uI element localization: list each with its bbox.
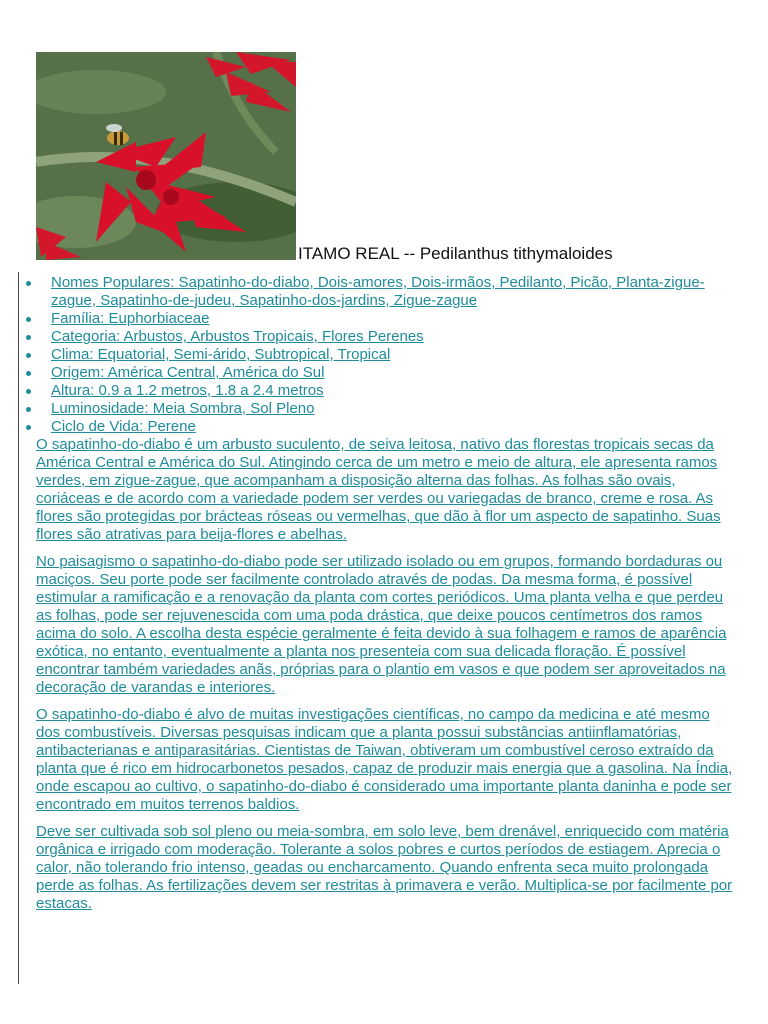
fact-lifecycle-link[interactable]: Ciclo de Vida: Perene (51, 418, 196, 435)
fact-popular-names-link[interactable]: Nomes Populares: Sapatinho-do-diabo, Dois-amores, Dois-irmãos, Pedilanto, Picão, Planta-zigue-zague, Sapatinho-de-judeu, Sapatinho-dos-jardins, Zigue-zague (51, 274, 705, 309)
bullet-icon (26, 353, 31, 358)
bullet-icon (26, 317, 31, 322)
fact-height-link[interactable]: Altura: 0.9 a 1.2 metros, 1.8 a 2.4 metros (51, 382, 324, 399)
article-body (36, 436, 736, 922)
paragraph-cultivation (36, 823, 736, 913)
plant-photo (36, 52, 296, 260)
fact-category-link[interactable]: Categoria: Arbustos, Arbustos Tropicais, Flores Perenes (51, 328, 424, 345)
paragraph-landscaping (36, 553, 736, 697)
paragraph-link[interactable]: Deve ser cultivada sob sol pleno ou meia-sombra, em solo leve, bem drenável, enriquecido com matéria orgânica e irrigado com moderação. Tolerante a solos pobres e curtos períodos de estiagem. Aprecia o calor, não tolerando frio intenso, geadas ou encharcamento. Quando enfrenta seca muito prolongada perde as folhas. As fertilizações devem ser restritas à primavera e verão. Multiplica-se por facilmente por estacas. (36, 823, 733, 912)
bullet-icon (26, 335, 31, 340)
plant-facts-list (26, 274, 726, 436)
paragraph-description (36, 436, 736, 544)
bullet-icon (26, 281, 31, 286)
bullet-icon (26, 425, 31, 430)
list-item (26, 310, 726, 328)
list-item (26, 382, 726, 400)
list-item (26, 328, 726, 346)
list-item (26, 400, 726, 418)
list-item (26, 364, 726, 382)
bullet-icon (26, 389, 31, 394)
red-flower-with-bee-photo (36, 52, 296, 260)
paragraph-link[interactable]: O sapatinho-do-diabo é um arbusto suculento, de seiva leitosa, nativo das florestas tropicais secas da América Central e América do Sul. Atingindo cerca de um metro e meio de altura, ele apresenta ramos verdes, em zigue-zague, que acompanham a disposição alterna das folhas. As folhas são ovais, coriáceas e de acordo com a variedade podem ser verdes ou variegadas de branco, creme e rosa. As flores são protegidas por brácteas róseas ou vermelhas, que dão à flor um aspecto de sapatinho. Suas flores são atrativas para beija-flores e abelhas. (36, 436, 721, 543)
paragraph-research (36, 706, 736, 814)
fact-origin-link[interactable]: Origem: América Central, América do Sul (51, 364, 325, 381)
page-title: ITAMO REAL -- Pedilanthus tithymaloides (298, 244, 613, 263)
left-margin-rule (18, 272, 19, 984)
list-item (26, 274, 726, 310)
fact-climate-link[interactable]: Clima: Equatorial, Semi-árido, Subtropical, Tropical (51, 346, 391, 363)
paragraph-link[interactable]: No paisagismo o sapatinho-do-diabo pode ser utilizado isolado ou em grupos, formando bordaduras ou maciços. Seu porte pode ser facilmente controlado através de podas. Da mesma forma, é possível estimular a ramificação e a renovação da planta com cortes periódicos. Uma planta velha e que perdeu as folhas, pode ser rejuvenescida com uma poda drástica, que deixe poucos centímetros dos ramos acima do solo. A escolha desta espécie geralmente é feita devido à sua folhagem e ramos de aparência exótica, no entanto, eventualmente a planta nos presenteia com sua delicada floração. É possível encontrar também variedades anãs, próprias para o plantio em vasos e que podem ser aproveitados na decoração de varandas e interiores. (36, 553, 727, 696)
list-item (26, 346, 726, 364)
list-item (26, 418, 726, 436)
bullet-icon (26, 407, 31, 412)
bullet-icon (26, 371, 31, 376)
fact-light-link[interactable]: Luminosidade: Meia Sombra, Sol Pleno (51, 400, 315, 417)
fact-family-link[interactable]: Família: Euphorbiaceae (51, 310, 210, 327)
paragraph-link[interactable]: O sapatinho-do-diabo é alvo de muitas investigações científicas, no campo da medicina e até mesmo dos combustíveis. Diversas pesquisas indicam que a planta possui substâncias antiinflamatórias, antibacterianas e antiparasitárias. Cientistas de Taiwan, obtiveram um combustível ceroso extraído da planta que é rico em hidrocarbonetos pesados, capaz de produzir mais energia que a gasolina. Na Índia, onde escapou ao cultivo, o sapatinho-do-diabo é considerado uma importante planta daninha e pode ser encontrado em muitos terrenos baldios. (36, 706, 733, 813)
